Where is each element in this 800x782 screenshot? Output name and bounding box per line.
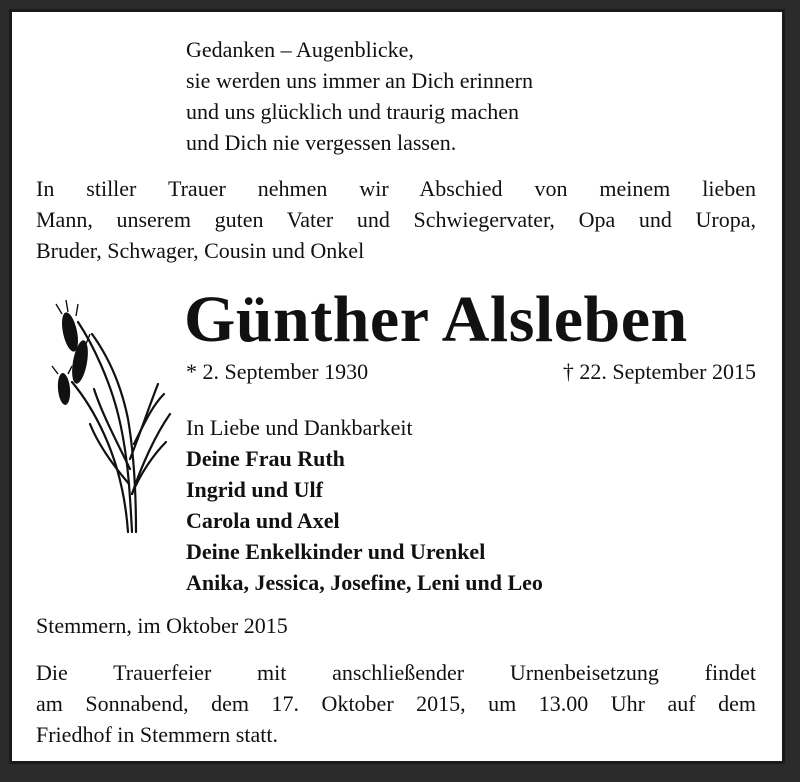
poem-line: und uns glücklich und traurig machen [186,99,519,124]
funeral-line: am Sonnabend, dem 17. Oktober 2015, um 13.00 Uhr auf dem [36,691,756,716]
poem-line: Gedanken – Augenblicke, [186,37,414,62]
family-member: Carola und Axel [186,508,340,533]
funeral-notice [36,657,756,750]
intro-line: In stiller Trauer nehmen wir Abschied von meinem lieben [36,176,756,201]
family-member: Anika, Jessica, Josefine, Leni und Leo [186,570,543,595]
poem-line: sie werden uns immer an Dich erinnern [186,68,533,93]
family-member: Ingrid und Ulf [186,477,323,502]
intro-text [36,173,756,266]
place-date: Stemmern, im Oktober 2015 [36,613,288,638]
family-member: Deine Enkelkinder und Urenkel [186,539,486,564]
family-lead: In Liebe und Dankbarkeit [186,415,413,440]
poem [186,34,533,158]
birth-date: * 2. September 1930 [186,359,369,384]
family-member: Deine Frau Ruth [186,446,345,471]
poem-line: und Dich nie vergessen lassen. [186,130,457,155]
intro-line: Mann, unserem guten Vater und Schwiegervater, Opa und Uropa, [36,207,756,232]
funeral-line: Friedhof in Stemmern statt. [36,722,278,747]
funeral-line: Die Trauerfeier mit anschließender Urnenbeisetzung findet [36,660,756,685]
intro-line: Bruder, Schwager, Cousin und Onkel [36,238,365,263]
obituary-card [9,9,785,764]
wheat-stalks-icon [32,294,172,534]
death-date: † 22. September 2015 [562,359,756,384]
deceased-name: Günther Alsleben [184,283,688,356]
family-list [186,412,543,598]
